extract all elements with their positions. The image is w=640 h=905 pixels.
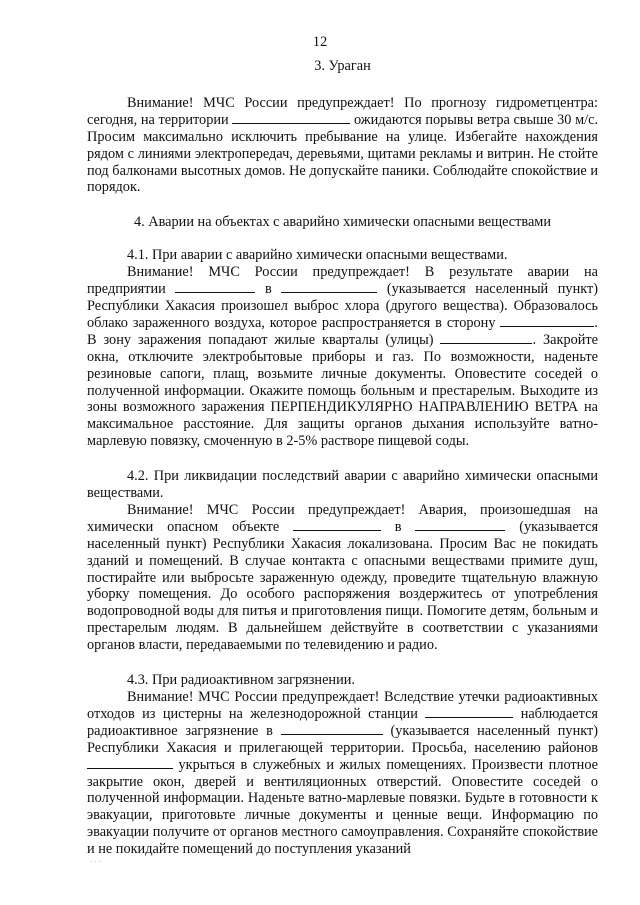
text-run: (указывается населенный пункт) Республики Хакасия и прилегающей территории. Просьба, населению районов (87, 722, 598, 756)
blank-line (500, 316, 594, 327)
text-run: Внимание! МЧС России предупреждает! В результате аварии на предприятии (87, 264, 598, 298)
blank-line (425, 707, 513, 718)
text-run: Внимание! МЧС России предупреждает! Вследствие утечки радиоактивных отходов из цистерны на железнодорожной станции (87, 689, 598, 722)
subsection-4-2-paragraph (87, 502, 598, 654)
section-3-title: 3. Ураган (314, 58, 371, 74)
text-run: в (264, 281, 272, 298)
text-run: . Закройте окна, отключите электробытовые приборы и газ. По возможности, наденьте резиновые сапоги, плащ, возьмите личные документы. Оповестите соседей о полученной информации. Окажите помощь больным и престарелым. Выходите из зоны возможного заражения ПЕРПЕНДИКУЛЯРНО НАПРАВЛЕНИЮ ВЕТРА на максимальное расстояние. Для защиты органов дыхания используйте ватно-марлевую повязку, смоченную в 2-5% растворе пищевой соды. (87, 331, 598, 450)
text-run: Внимание! МЧС России предупреждает! Авария, произошедшая на химически опасном объекте (87, 501, 598, 535)
blank-line (175, 282, 255, 293)
blank-line (232, 113, 350, 124)
document-body (87, 58, 598, 858)
text-run: укрыться в служебных и жилых помещениях. Произвести плотное закрытие окон, дверей и вентиляционных отверстий. Оповестите соседей о полученной информации. Наденьте ватно-марлевые повязки. Будьте в готовности к эвакуации, приготовьте личные документы и ценные вещи. Информацию по эвакуации получите от органов местного самоуправления. Сохраняйте спокойствие и не покидайте помещений до поступления указаний (87, 756, 598, 858)
page-number: 12 (312, 34, 328, 50)
blank-line (281, 282, 377, 293)
blank-line (415, 520, 505, 531)
text-run: . В зону заражения попадают жилые кварталы (улицы) (87, 314, 598, 348)
blank-line (293, 520, 381, 531)
subsection-4-2-title: 4.2. При ликвидации последствий аварии с аварийно химически опасными веществами. (87, 468, 598, 502)
text-run: (указывается населенный пункт) Республики Хакасия произошел выброс хлора (другого вещества). Образовалось облако зараженного воздуха, которое распространяется в сторону (87, 281, 598, 331)
section-4-title: 4. Аварии на объектах с аварийно химически опасными веществами (133, 214, 552, 231)
text-run: (указывается населенный пункт) Республики Хакасия локализована. Просим Вас не покидать зданий и помещений. В случае контакта с опасными веществами примите душ, постирайте или выбросьте зараженную одежду, проведите тщательную влажную уборку помещения. До особого распоряжения воздержитесь от употребления водопроводной воды для питья и приготовления пищи. Помогите детям, больным и престарелым людям. В дальнейшем действуйте в соответствии с указаниями органов власти, передаваемыми по телевидению и радио. (87, 518, 599, 654)
blank-line (281, 724, 383, 735)
text-run: наблюдается радиоактивное загрязнение в (87, 705, 599, 739)
section-3-paragraph (87, 95, 598, 196)
blank-line (440, 333, 532, 344)
subsection-4-3-paragraph (87, 689, 598, 858)
text-run: Внимание! МЧС России предупреждает! По прогнозу гидрометцентра: сегодня, на территории (87, 94, 598, 128)
text-run: в (394, 518, 402, 535)
blank-line (87, 758, 173, 769)
subsection-4-1-paragraph (87, 264, 598, 450)
subsection-4-3-title: 4.3. При радиоактивном загрязнении. (127, 672, 355, 689)
subsection-4-1-title: 4.1. При аварии с аварийно химически опасными веществами. (127, 247, 508, 264)
scan-speck: · · · (90, 858, 101, 866)
text-run: ожидаются порывы ветра свыше 30 м/с. Просим максимально исключить пребывание на улице. Избегайте нахождения рядом с линиями электропередач, деревьями, щитами рекламы и витрин. Не стойте под балконами высотных домов. Не допускайте паники. Соблюдайте спокойствие и порядок. (87, 111, 599, 196)
